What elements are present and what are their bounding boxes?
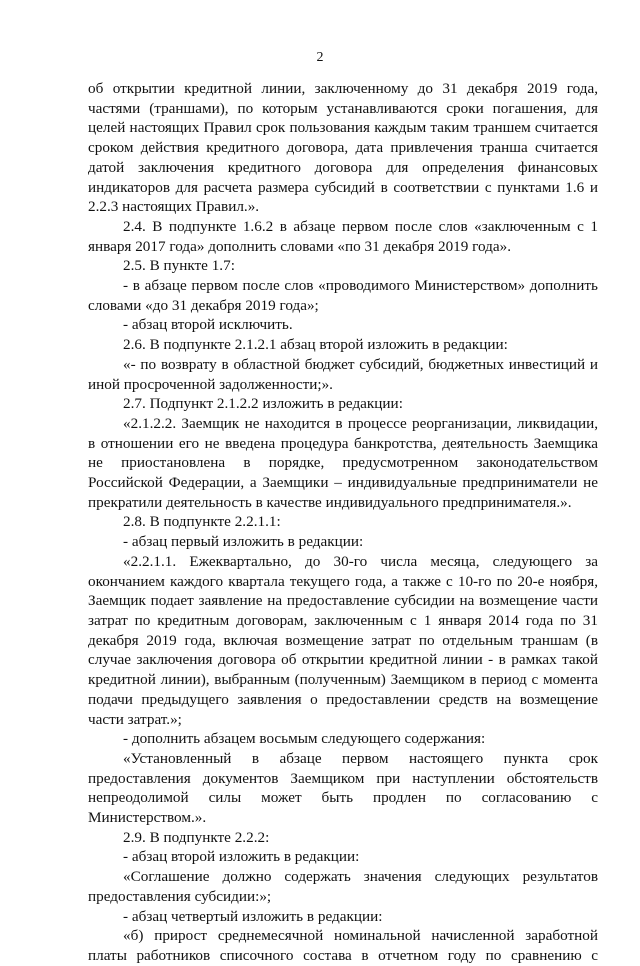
paragraph-2-4: 2.4. В подпункте 1.6.2 в абзаце первом после слов «заключенным с 1 января 2017 года» дополнить словами «по 31 декабря 2019 года». xyxy=(88,217,598,255)
paragraph-2-5-item-2: - абзац второй исключить. xyxy=(123,316,293,334)
paragraph-2-8-quote: «2.2.1.1. Ежеквартально, до 30-го числа месяца, следующего за окончанием каждого квартала текущего года, а также с 10-го по 20-е ноября, Заемщик подает заявление на предоставление субсидии на возмещение части затрат по кредитным договорам, заключенным с 1 января 2014 года по 31 декабря 2019 года, включая возмещение затрат по отдельным траншам (в случае заключения договора об открытии кредитной линии - в рамках такой кредитной линии), выбранным (полученным) Заемщиком в период с момента подачи предыдущего заявления о предоставлении средств на возмещение части затрат.»; xyxy=(88,552,598,728)
paragraph-2-9-item-1: - абзац второй изложить в редакции: xyxy=(123,848,360,866)
paragraph-1: об открытии кредитной линии, заключенному до 31 декабря 2019 года, частями (траншами), по которым устанавливаются сроки погашения, для целей настоящих Правил срок пользования каждым таким траншем считается сроком действия кредитного договора, дата привлечения транша считается датой заключения кредитного договора для определения финансовых индикаторов для расчета размера субсидий в соответствии с пунктами 1.6 и 2.2.3 настоящих Правил.». xyxy=(88,80,598,216)
paragraph-2-8: 2.8. В подпункте 2.2.1.1: xyxy=(123,513,281,531)
paragraph-2-8-item-2: - дополнить абзацем восьмым следующего содержания: xyxy=(123,730,486,748)
paragraph-2-8-item-1: - абзац первый изложить в редакции: xyxy=(123,533,364,551)
paragraph-2-8-quote-2: «Установленный в абзаце первом настоящего пункта срок предоставления документов Заемщиком при наступлении обстоятельств непреодолимой силы может быть продлен по согласованию с Министерством.». xyxy=(88,749,598,827)
paragraph-2-9-quote: «Соглашение должно содержать значения следующих результатов предоставления субсидии:»; xyxy=(88,868,598,905)
paragraph-2-5-item-1: - в абзаце первом после слов «проводимого Министерством» дополнить словами «до 31 декабря 2019 года»; xyxy=(88,277,598,314)
paragraph-2-7-quote: «2.1.2.2. Заемщик не находится в процессе реорганизации, ликвидации, в отношении его не введена процедура банкротства, деятельность Заемщика не приостановлена в порядке, предусмотренном законодательством Российской Федерации, а Заемщики – индивидуальные предприниматели не прекратили деятельность в качестве индивидуального предпринимателя.». xyxy=(88,414,598,511)
paragraph-2-9-quote-2: «б) прирост среднемесячной номинальной начисленной заработной платы работников списочного состава в отчетном году по сравнению с xyxy=(88,927,598,964)
paragraph-2-7: 2.7. Подпункт 2.1.2.2 изложить в редакции: xyxy=(123,395,403,413)
document-body xyxy=(88,79,598,966)
paragraph-2-9: 2.9. В подпункте 2.2.2: xyxy=(123,828,270,846)
paragraph-2-6: 2.6. В подпункте 2.1.2.1 абзац второй изложить в редакции: xyxy=(123,336,508,354)
paragraph-2-6-quote: «- по возврату в областной бюджет субсидий, бюджетных инвестиций и иной просроченной задолженности;». xyxy=(88,355,598,393)
page-number: 2 xyxy=(316,50,324,65)
paragraph-2-9-item-2: - абзац четвертый изложить в редакции: xyxy=(123,907,383,925)
paragraph-2-5: 2.5. В пункте 1.7: xyxy=(123,257,235,275)
